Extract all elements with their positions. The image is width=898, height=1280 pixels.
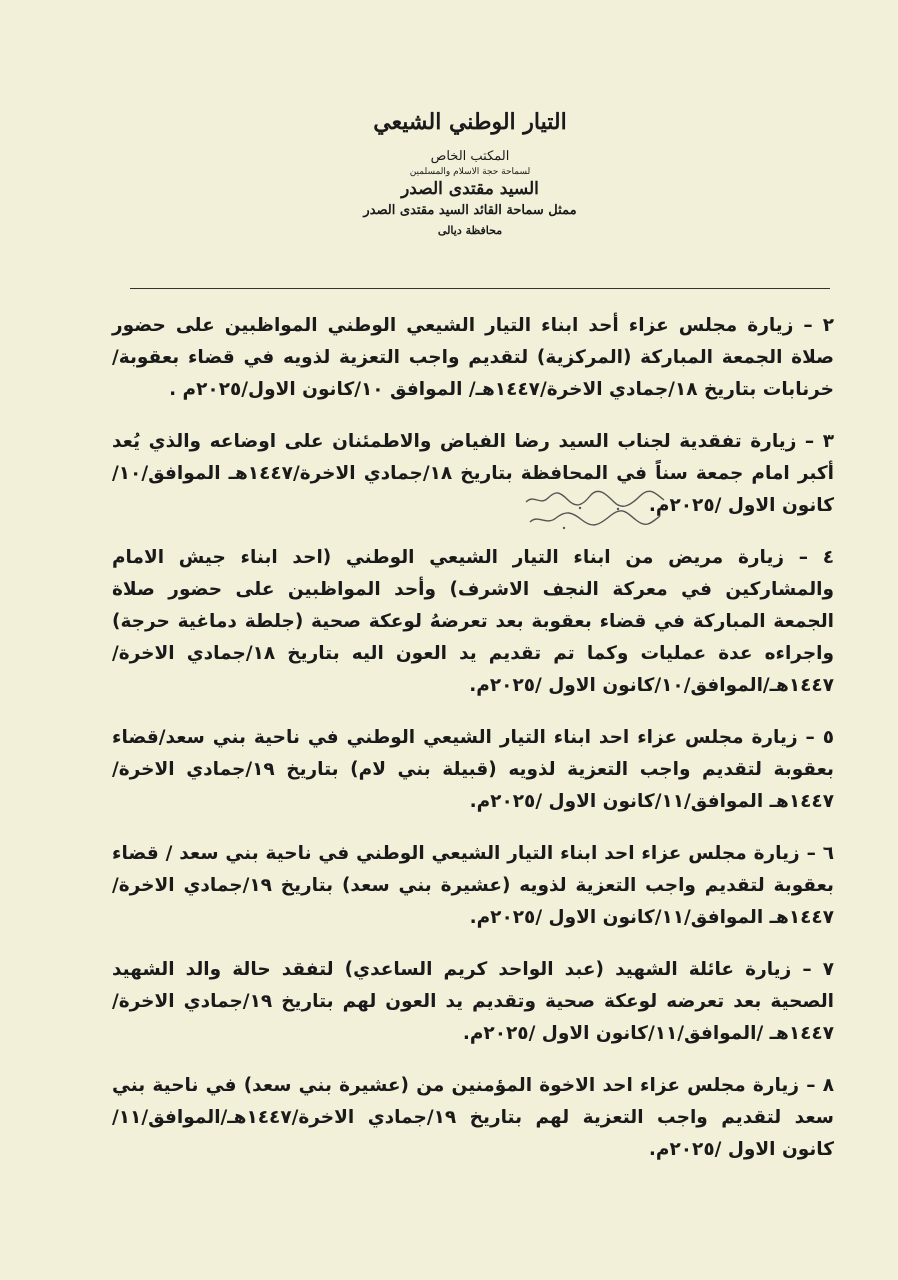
letterhead-name: السيد مقتدى الصدر (401, 179, 539, 199)
letterhead-title: التيار الوطني الشيعي (373, 109, 567, 135)
list-item: ٤ – زيارة مريض من ابناء التيار الشيعي الوطني (احد ابناء جيش الامام والمشاركين في معركة النجف الاشرف) وأحد المواظبين على حضور صلاة الجمعة المباركة في قضاء بعقوبة بعد تعرضهُ لوعكة صحية (جلطة دماغية حرجة) واجراءه عدة عمليات وكما تم تقديم يد العون اليه بتاريخ ١٨/جمادي الاخرة/١٤٤٧هـ/الموافق/١٠/كانون الاول /٢٠٢٥م. (112, 547, 834, 696)
letterhead-representative: ممثل سماحة القائد السيد مقتدى الصدر (363, 203, 577, 218)
list-item: ٨ – زيارة مجلس عزاء احد الاخوة المؤمنين من (عشيرة بني سعد) في ناحية بني سعد لتقديم واجب التعزية لهم بتاريخ ١٩/جمادي الاخرة/١٤٤٧هـ/الموافق/١١/كانون الاول /٢٠٢٥م. (112, 1075, 834, 1160)
handwritten-note (520, 488, 670, 532)
document-body (112, 310, 834, 1186)
letterhead (340, 108, 600, 240)
letterhead-subtitle: لسماحة حجة الاسلام والمسلمين (409, 167, 531, 177)
list-item: ٥ – زيارة مجلس عزاء احد ابناء التيار الشيعي الوطني في ناحية بني سعد/قضاء بعقوبة لتقديم واجب التعزية لذويه (قبيلة بني لام) بتاريخ ١٩/جمادي الاخرة/١٤٤٧هـ الموافق/١١/كانون الاول /٢٠٢٥م. (112, 727, 834, 812)
list-item: ٦ – زيارة مجلس عزاء احد ابناء التيار الشيعي الوطني في ناحية بني سعد / قضاء بعقوبة لتقديم واجب التعزية لذويه (عشيرة بني سعد) بتاريخ ١٩/جمادي الاخرة/١٤٤٧هـ الموافق/١١/كانون الاول /٢٠٢٥م. (112, 843, 834, 928)
list-item: ٣ – زيارة تفقدية لجناب السيد رضا الفياض والاطمئنان على اوضاعه والذي يُعد أكبر امام جمعة سناً في المحافظة بتاريخ ١٨/جمادي الاخرة/١٤٤٧هـ الموافق/١٠/كانون الاول /٢٠٢٥م. (112, 431, 834, 516)
list-item: ٢ – زيارة مجلس عزاء أحد ابناء التيار الشيعي الوطني المواظبين على حضور صلاة الجمعة المباركة (المركزية) لتقديم واجب التعزية لذويه في قضاء بعقوبة/ خرنابات بتاريخ ١٨/جمادي الاخرة/١٤٤٧هـ/ الموافق ١٠/كانون الاول/٢٠٢٥م . (112, 315, 834, 400)
handwriting-scribble (520, 488, 670, 532)
letterhead-office: المكتب الخاص (430, 149, 510, 164)
list-item: ٧ – زيارة عائلة الشهيد (عبد الواحد كريم الساعدي) لتفقد حالة والد الشهيد الصحية بعد تعرضه لوعكة صحية وتقديم يد العون لهم بتاريخ ١٩/جمادي الاخرة/١٤٤٧هـ /الموافق/١١/كانون الاول /٢٠٢٥م. (112, 959, 834, 1044)
letterhead-province: محافظة ديالى (437, 224, 503, 237)
header-divider (130, 288, 830, 289)
